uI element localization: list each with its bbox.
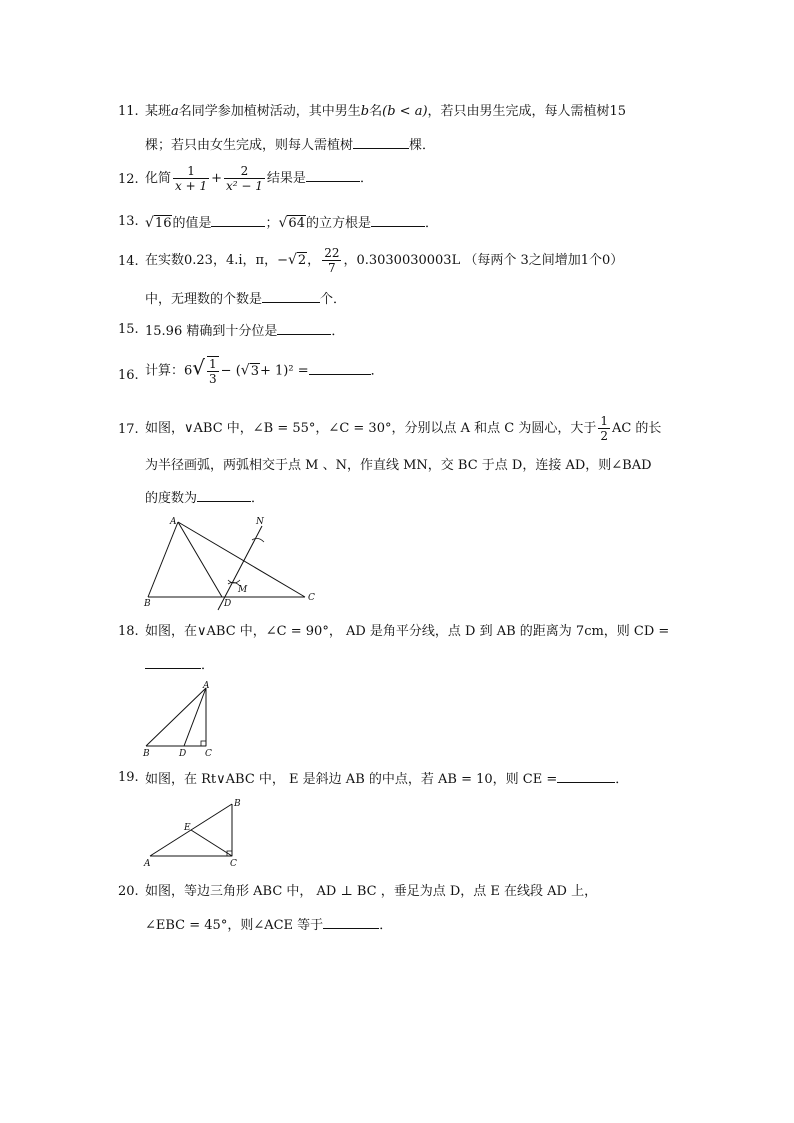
question-number: 13. xyxy=(118,214,139,229)
question-12 xyxy=(118,164,678,200)
q11-text: ，若只由男生完成，每人需植树15 xyxy=(427,104,627,119)
q11-condition: (b < a) xyxy=(382,104,428,119)
fig17-label-b: B xyxy=(144,599,151,609)
answer-blank[interactable] xyxy=(197,489,251,502)
question-17 xyxy=(118,414,678,448)
q17-fraction xyxy=(598,414,610,443)
answer-blank[interactable] xyxy=(353,136,409,149)
q11-text: 名 xyxy=(369,104,383,119)
fig17-label-n: N xyxy=(256,517,264,527)
q12-text: ． xyxy=(359,171,373,186)
question-number: 15. xyxy=(118,322,139,337)
radical-icon: √ xyxy=(192,355,206,380)
answer-blank[interactable] xyxy=(371,214,425,227)
q13-text: ； xyxy=(265,216,279,231)
denominator: x² − 1 xyxy=(226,179,263,193)
q20-text: 如图，等边三角形 ABC 中， AD ⊥ BC ，垂足为点 D，点 E 在线段 AD 上， xyxy=(145,884,598,899)
q14-fraction xyxy=(322,246,341,275)
answer-blank[interactable] xyxy=(309,362,371,375)
fig19-label-c: C xyxy=(230,859,237,869)
figure-17 xyxy=(140,512,330,612)
q16-text: 计算：6 xyxy=(145,363,193,379)
denominator: 3 xyxy=(209,372,217,386)
fig17-label-m: M xyxy=(238,585,248,595)
q14-text: 个． xyxy=(320,292,347,307)
q13-text: 的值是 xyxy=(172,216,212,231)
q17-text: ． xyxy=(251,491,265,506)
q20-text: ∠EBC = 45°，则∠ACE 等于 xyxy=(145,918,324,933)
fig19-label-a: A xyxy=(144,859,151,869)
q14-text: ，0.3030030003L （每两个 3之间增加1个0） xyxy=(343,253,624,268)
q14-radicand: 2 xyxy=(297,253,307,268)
question-number: 16. xyxy=(118,368,139,383)
answer-blank[interactable] xyxy=(277,322,331,335)
question-number: 11. xyxy=(118,104,139,119)
q16-radicand: 3 xyxy=(250,363,259,379)
fig18-label-a: A xyxy=(203,681,210,691)
answer-blank[interactable] xyxy=(211,214,265,227)
fig17-label-a: A xyxy=(170,517,177,527)
q11-text: 名同学参加植树活动，其中男生 xyxy=(178,104,361,119)
q12-text: 化简 xyxy=(145,171,172,186)
question-number: 12. xyxy=(118,172,139,187)
answer-blank[interactable] xyxy=(557,770,615,783)
fig18-label-d: D xyxy=(179,749,187,759)
question-number: 19. xyxy=(118,770,139,785)
q12-text: 结果是 xyxy=(266,171,306,186)
q16-text: − ( xyxy=(220,363,241,379)
question-16 xyxy=(118,356,678,392)
numerator: 1 xyxy=(173,164,209,179)
fig17-label-d: D xyxy=(224,599,232,609)
q17-text: 的度数为 xyxy=(145,491,198,506)
figure-19 xyxy=(140,794,250,874)
question-number: 20. xyxy=(118,884,139,899)
numerator: 1 xyxy=(209,357,217,371)
question-number: 17. xyxy=(118,422,139,437)
numerator: 1 xyxy=(600,414,608,428)
q16-fraction xyxy=(207,356,219,386)
fig18-label-c: C xyxy=(205,749,212,759)
fig19-label-e: E xyxy=(184,823,191,833)
denominator: x + 1 xyxy=(175,179,208,193)
q14-repeating-digit: i̇ xyxy=(238,253,243,268)
fig17-label-c: C xyxy=(308,593,315,603)
q14-text: 在实数0.23，4. xyxy=(145,253,239,268)
question-number: 18. xyxy=(118,624,139,639)
q13-text: ． xyxy=(424,216,438,231)
radical-icon: √ xyxy=(278,215,288,231)
q14-text: 中，无理数的个数是 xyxy=(145,292,263,307)
q19-text: 如图，在 Rt∨ABC 中， E 是斜边 AB 的中点，若 AB = 10，则 CE = xyxy=(145,772,558,787)
q11-text: 棵． xyxy=(409,138,436,153)
q17-text: 为半径画弧，两弧相交于点 M 、N，作直线 MN，交 BC 于点 D，连接 AD，则∠BAD xyxy=(145,458,652,473)
radical-icon: √ xyxy=(145,215,154,231)
q13-text: 的立方根是 xyxy=(305,216,371,231)
radical-icon: √ xyxy=(240,362,250,379)
q11-var-a: a xyxy=(171,104,179,119)
q15-text: ． xyxy=(331,324,345,339)
q14-text: ， xyxy=(307,253,321,268)
figure-18 xyxy=(140,680,220,760)
q12-plus: + xyxy=(211,171,223,186)
fig19-label-b: B xyxy=(234,799,241,809)
q11-var-b: b xyxy=(360,104,370,119)
numerator: 22 xyxy=(324,246,340,260)
q11-text: 某班 xyxy=(145,104,172,119)
q15-text: 15.96 精确到十分位是 xyxy=(145,324,278,339)
q11-text: 棵；若只由女生完成，则每人需植树 xyxy=(145,138,354,153)
q13-radicand-2: 64 xyxy=(288,216,305,231)
q19-text: ． xyxy=(615,772,629,787)
q18-text: ． xyxy=(201,658,215,673)
denominator: 7 xyxy=(328,261,336,275)
q18-text: 如图，在∨ABC 中，∠C = 90°， AD 是角平分线，点 D 到 AB 的距离为 7cm，则 CD = xyxy=(145,624,670,639)
numerator: 2 xyxy=(224,164,265,179)
question-number: 14. xyxy=(118,254,139,269)
fig18-label-b: B xyxy=(143,749,150,759)
q12-fraction-2 xyxy=(224,164,265,193)
denominator: 2 xyxy=(600,429,608,443)
answer-blank[interactable] xyxy=(262,290,320,303)
question-14 xyxy=(118,246,678,280)
radical-icon: √ xyxy=(287,252,297,268)
q16-text: ． xyxy=(370,363,384,379)
answer-blank[interactable] xyxy=(145,656,201,669)
q17-text: 如图，∨ABC 中，∠B = 55°，∠C = 30°，分别以点 A 和点 C 为圆心，大于 xyxy=(145,421,597,436)
q16-text: + 1)² = xyxy=(259,363,309,379)
answer-blank[interactable] xyxy=(323,916,379,929)
answer-blank[interactable] xyxy=(306,169,360,182)
q17-text: AC 的长 xyxy=(611,421,662,436)
q12-fraction-1 xyxy=(173,164,209,193)
q13-radicand-1: 16 xyxy=(154,216,172,231)
q20-text: ． xyxy=(379,918,393,933)
q14-text: ，π，− xyxy=(242,253,288,268)
